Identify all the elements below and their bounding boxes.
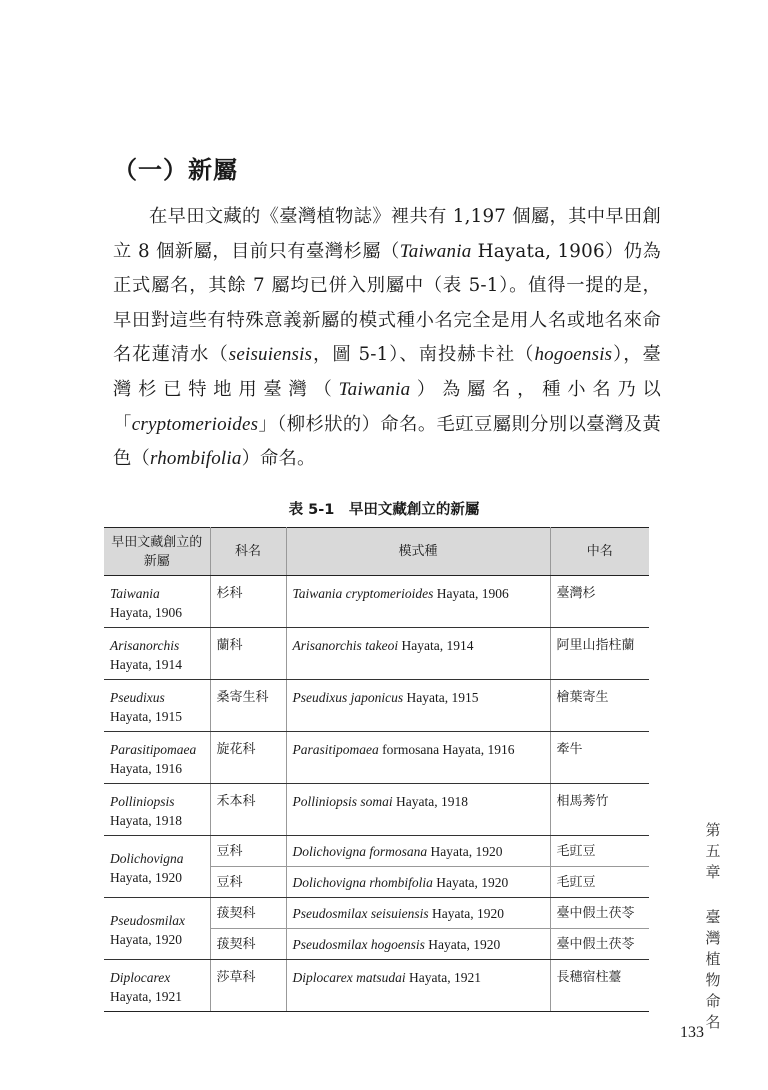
table-row <box>104 628 649 680</box>
genus-name: Arisanorchis <box>110 638 180 653</box>
family-cell: 莎草科 <box>210 960 286 1012</box>
chinese-name-cell: 臺灣杉 <box>550 576 649 628</box>
family-cell: 杉科 <box>210 576 286 628</box>
species-cell <box>286 960 550 1012</box>
species-italic: Polliniopsis somai <box>292 794 393 809</box>
genus-cell <box>104 898 210 960</box>
chinese-name-cell: 阿里山指柱蘭 <box>550 628 649 680</box>
species-italic: Dolichovigna rhombifolia <box>292 875 433 890</box>
genus-name: Polliniopsis <box>110 794 175 809</box>
species-author: Hayata, 1915 <box>403 690 479 705</box>
table-row <box>104 576 649 628</box>
chinese-name-cell: 長穗宿柱薹 <box>550 960 649 1012</box>
chinese-name-cell: 檜葉寄生 <box>550 680 649 732</box>
header-family: 科名 <box>210 528 286 576</box>
genus-cell <box>104 732 210 784</box>
family-cell: 豆科 <box>210 867 286 898</box>
text-run: ）為屬名，種小名乃以「 <box>113 378 661 435</box>
species-author: Hayata, 1920 <box>428 906 504 921</box>
family-cell: 桑寄生科 <box>210 680 286 732</box>
latin-term: seisuiensis <box>228 344 313 366</box>
header-chinese-name: 中名 <box>550 528 649 576</box>
table-row <box>104 784 649 836</box>
genus-cell <box>104 836 210 898</box>
header-type-species: 模式種 <box>286 528 550 576</box>
text-run: ，圖 5-1）、南投赫卡社（ <box>312 344 535 366</box>
chinese-name-cell: 臺中假土茯苓 <box>550 898 649 929</box>
species-author: formosana Hayata, 1916 <box>378 742 515 757</box>
chinese-name-cell: 毛豇豆 <box>550 836 649 867</box>
family-cell: 禾本科 <box>210 784 286 836</box>
species-author: Hayata, 1920 <box>427 844 503 859</box>
paragraph-text <box>113 200 661 477</box>
species-cell <box>286 732 550 784</box>
species-cell <box>286 628 550 680</box>
genus-author: Hayata, 1914 <box>110 657 182 672</box>
species-author: Hayata, 1920 <box>424 937 501 952</box>
text-run: ），臺灣杉已特地用臺灣（ <box>113 344 662 400</box>
family-cell: 豆科 <box>210 836 286 867</box>
family-cell: 蘭科 <box>210 628 286 680</box>
body-paragraph <box>113 200 661 477</box>
genus-author: Hayata, 1915 <box>110 709 182 724</box>
genus-name: Taiwania <box>110 586 160 601</box>
genus-cell <box>104 576 210 628</box>
species-author: Hayata, 1914 <box>398 638 474 653</box>
species-italic: Dolichovigna formosana <box>292 844 428 859</box>
section-heading: （一）新屬 <box>113 156 238 184</box>
genus-author: Hayata, 1921 <box>110 989 182 1004</box>
species-italic: Parasitipomaea <box>292 742 379 757</box>
family-cell: 旋花科 <box>210 732 286 784</box>
latin-term: rhombifolia <box>149 448 242 470</box>
latin-term: Taiwania <box>338 378 411 400</box>
species-cell <box>286 836 550 867</box>
genus-cell <box>104 784 210 836</box>
genus-name: Pseudosmilax <box>110 912 185 928</box>
latin-term: cryptomerioides <box>131 413 259 435</box>
chinese-name-cell: 牽牛 <box>550 732 649 784</box>
species-author: Hayata, 1906 <box>433 586 509 601</box>
table-row <box>104 898 649 929</box>
text-run: 」（柳杉狀的）命名。毛豇豆屬則分別以臺灣及黃色（ <box>113 413 661 470</box>
page-number: 133 <box>680 1024 704 1041</box>
latin-term: hogoensis <box>534 344 613 366</box>
table-header-row <box>104 528 649 576</box>
table-caption: 表 5-1 早田文藏創立的新屬 <box>288 502 480 518</box>
genus-name: Diplocarex <box>110 970 171 985</box>
chapter-number: 第 五 章 <box>705 821 721 881</box>
chinese-name-cell: 毛豇豆 <box>550 867 649 898</box>
text-run: 在早田文藏的《臺灣植物誌》裡共有 1,197 個屬，其中早田創立 8 個新屬，目前只有臺灣杉屬（ <box>113 206 661 262</box>
genus-author: Hayata, 1906 <box>110 605 182 620</box>
text-run: ）命名。 <box>241 448 316 470</box>
genus-author: Hayata, 1918 <box>110 813 182 828</box>
table-row <box>104 732 649 784</box>
text-run: Hayata, 1906）仍為正式屬名，其餘 7 屬均已併入別屬中（表 5-1）。值得一提的是，早田對這些有特殊意義新屬的模式種小名完全是用人名或地名來命名花蓮清水（ <box>113 240 661 366</box>
chapter-side-label <box>703 820 723 1033</box>
chinese-name-cell: 臺中假土茯苓 <box>550 929 649 960</box>
species-italic: Arisanorchis takeoi <box>292 638 399 653</box>
genus-name: Pseudixus <box>110 690 165 705</box>
species-cell <box>286 929 550 960</box>
table-row <box>104 960 649 1012</box>
species-author: Hayata, 1918 <box>392 794 468 809</box>
family-cell: 菝契科 <box>210 898 286 929</box>
genus-name: Dolichovigna <box>110 850 184 866</box>
species-cell <box>286 576 550 628</box>
genus-cell <box>104 960 210 1012</box>
family-cell: 菝契科 <box>210 929 286 960</box>
chinese-name-cell: 相馬莠竹 <box>550 784 649 836</box>
genus-author: Hayata, 1920 <box>110 869 182 885</box>
genus-name: Parasitipomaea <box>110 742 197 757</box>
species-cell <box>286 898 550 929</box>
species-italic: Pseudosmilax seisuiensis <box>292 906 429 921</box>
genus-cell <box>104 680 210 732</box>
latin-term: Taiwania <box>399 240 472 262</box>
genera-table <box>104 527 649 1012</box>
species-italic: Diplocarex matsudai <box>292 970 406 985</box>
genus-cell <box>104 628 210 680</box>
species-cell <box>286 680 550 732</box>
genus-author: Hayata, 1920 <box>110 931 182 947</box>
species-author: Hayata, 1921 <box>405 970 481 985</box>
species-italic: Taiwania cryptomerioides <box>292 586 434 601</box>
species-italic: Pseudixus japonicus <box>292 690 404 705</box>
genus-author: Hayata, 1916 <box>110 761 182 776</box>
species-italic: Pseudosmilax hogoensis <box>292 937 425 952</box>
chapter-title: 臺 灣 植 物 命 名 <box>705 908 721 1031</box>
table-row <box>104 680 649 732</box>
species-cell <box>286 867 550 898</box>
species-cell <box>286 784 550 836</box>
species-author: Hayata, 1920 <box>432 875 509 890</box>
header-genus: 早田文藏創立的新屬 <box>104 528 210 576</box>
table-row <box>104 836 649 867</box>
